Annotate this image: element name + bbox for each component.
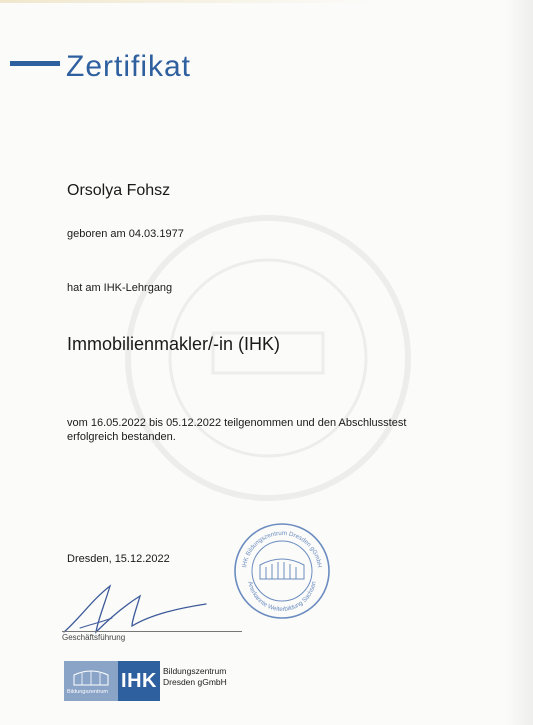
ihk-logo (64, 661, 160, 701)
logo-ihk-mark: IHK (118, 661, 160, 701)
watermark-seal (118, 208, 418, 508)
stamp-seal (232, 521, 332, 621)
seal-text-bottom: Anerkannte Weiterbildung Sachsen (246, 580, 318, 614)
course-intro: hat am IHK-Lehrgang (67, 282, 173, 294)
top-edge (0, 0, 533, 3)
seal-text-top: IHK Bildungszentrum Dresden gGmbH (241, 529, 323, 569)
place-date: Dresden, 15.12.2022 (67, 553, 170, 565)
logo-text-line1: Bildungszentrum (163, 666, 227, 676)
signature-caption: Geschäftsführung (62, 633, 126, 642)
recipient-name: Orsolya Fohsz (67, 182, 171, 199)
signature-line (62, 631, 242, 632)
title-accent-bar (10, 61, 60, 66)
page-edge-shadow (505, 0, 533, 725)
certificate-title: Zertifikat (66, 50, 192, 83)
birth-date-line: geboren am 04.03.1977 (67, 228, 184, 240)
course-name: Immobilienmakler/-in (IHK) (67, 334, 281, 354)
building-icon (64, 661, 118, 689)
logo-text-line2: Dresden gGmbH (163, 677, 227, 687)
completion-text: vom 16.05.2022 bis 05.12.2022 teilgenommen und den Abschlusstest erfolgreich bestanden. (67, 417, 407, 443)
logo-image-label: Bildungszentrum (67, 689, 108, 695)
logo-building-image (64, 661, 118, 701)
signature (40, 578, 240, 638)
